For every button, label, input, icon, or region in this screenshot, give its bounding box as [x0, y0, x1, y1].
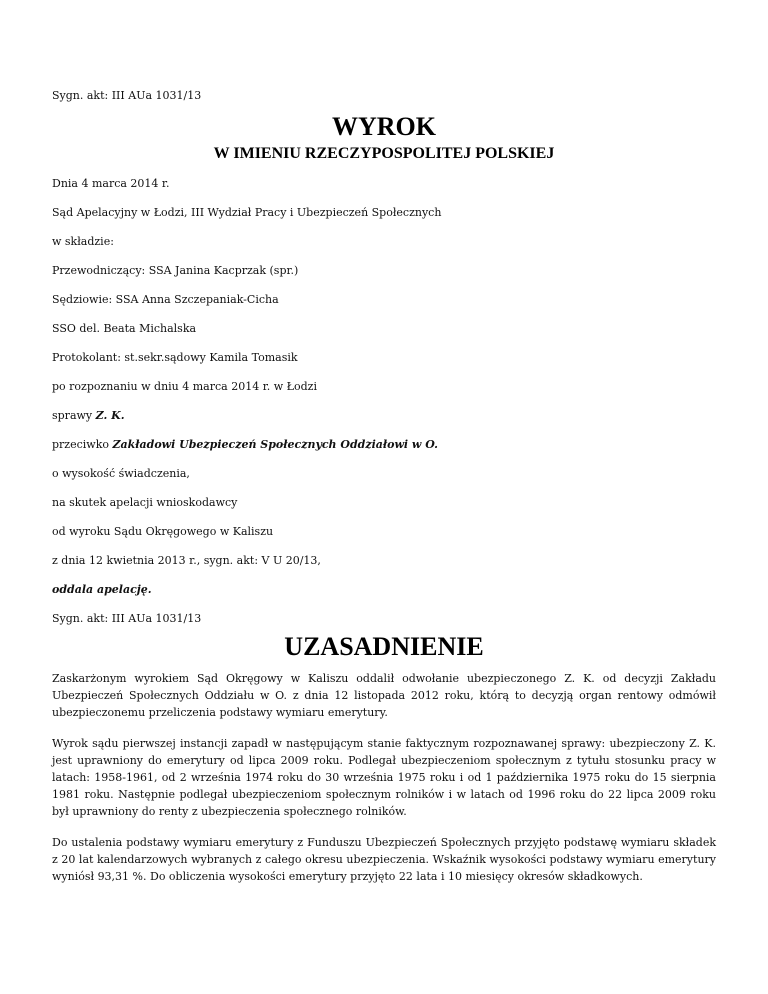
- case-subject: o wysokość świadczenia,: [52, 467, 190, 480]
- appeal-basis: na skutek apelacji wnioskodawcy: [52, 496, 238, 509]
- justification-paragraph: Wyrok sądu pierwszej instancji zapadł w następującym stanie faktycznym rozpoznawanej sprawy: ubezpieczony Z. K. jest uprawniony do emerytury od lipca 2009 roku. Podlegał ubezpieczeniom społecznym z tytułu stosunku pracy w latach: 1958-1961, od 2 września 1974 roku do 30 września 1975 roku i od 1 października 1975 roku do 15 sierpnia 1981 roku. Następnie podlegał ubezpieczeniom społecznym rolników i w latach od 1996 roku do 22 lipca 2009 roku był uprawniony do renty z ubezpieczenia społecznego rolników.: [52, 737, 716, 818]
- case-prefix: sprawy: [52, 409, 96, 422]
- case-party: Z. K.: [95, 409, 125, 422]
- presiding-judge: Przewodniczący: SSA Janina Kacprzak (spr.): [52, 264, 299, 277]
- document-title: WYROK: [332, 112, 436, 141]
- against-prefix: przeciwko: [52, 438, 113, 451]
- against-party: Zakładowi Ubezpieczeń Społecznych Oddziałowi w O.: [112, 438, 438, 451]
- court-name: Sąd Apelacyjny w Łodzi, III Wydział Pracy i Ubezpieczeń Społecznych: [52, 206, 442, 219]
- justification-signature: Sygn. akt: III AUa 1031/13: [52, 612, 202, 625]
- document-subtitle: W IMIENIU RZECZYPOSPOLITEJ POLSKIEJ: [213, 145, 555, 162]
- delegated-judge: SSO del. Beata Michalska: [52, 322, 197, 335]
- case-party-line: [52, 408, 716, 424]
- composition-label: w składzie:: [52, 235, 114, 248]
- hearing-info: po rozpoznaniu w dniu 4 marca 2014 r. w Łodzi: [52, 380, 317, 393]
- court-clerk: Protokolant: st.sekr.sądowy Kamila Tomasik: [52, 351, 298, 364]
- judgment-date: z dnia 12 kwietnia 2013 r., sygn. akt: V U 20/13,: [52, 554, 321, 567]
- case-signature: Sygn. akt: III AUa 1031/13: [52, 89, 202, 102]
- against-party-line: [52, 437, 716, 453]
- justification-paragraph: Zaskarżonym wyrokiem Sąd Okręgowy w Kaliszu oddalił odwołanie ubezpieczonego Z. K. od decyzji Zakładu Ubezpieczeń Społecznych Oddziału w O. z dnia 12 listopada 2012 roku, którą to decyzją organ rentowy odmówił ubezpieczonemu przeliczenia podstawy wymiaru emerytury.: [52, 672, 716, 719]
- judges: Sędziowie: SSA Anna Szczepaniak-Cicha: [52, 293, 279, 306]
- ruling-date: Dnia 4 marca 2014 r.: [52, 177, 170, 190]
- justification-title: UZASADNIENIE: [284, 632, 484, 661]
- justification-paragraph: Do ustalenia podstawy wymiaru emerytury z Funduszu Ubezpieczeń Społecznych przyjęto podstawę wymiaru składek z 20 lat kalendarzowych wybranych z całego okresu ubezpieczenia. Wskaźnik wysokości podstawy wymiaru emerytury wyniósł 93,31 %. Do obliczenia wysokości emerytury przyjęto 22 lata i 10 miesięcy okresów składkowych.: [52, 836, 716, 883]
- verdict: oddala apelację.: [52, 583, 152, 596]
- appealed-judgment: od wyroku Sądu Okręgowego w Kaliszu: [52, 525, 274, 538]
